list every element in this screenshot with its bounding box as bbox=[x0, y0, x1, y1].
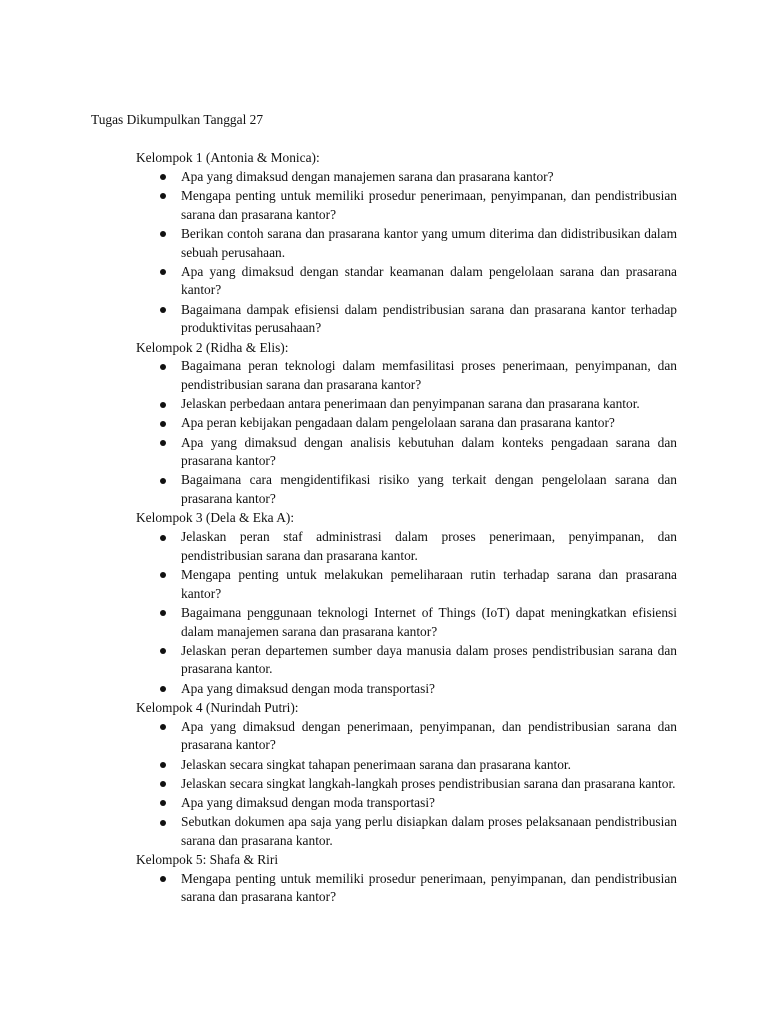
question-item: Apa yang dimaksud dengan penerimaan, penyimpanan, dan pendistribusian sarana dan prasarana kantor? bbox=[136, 718, 677, 755]
question-item: Sebutkan dokumen apa saja yang perlu disiapkan dalam proses pelaksanaan pendistribusian sarana dan prasarana kantor. bbox=[136, 813, 677, 850]
question-list bbox=[136, 718, 677, 851]
group-3 bbox=[136, 509, 677, 698]
question-list bbox=[136, 870, 677, 907]
group-4 bbox=[136, 699, 677, 851]
question-item: Apa yang dimaksud dengan standar keamanan dalam pengelolaan sarana dan prasarana kantor? bbox=[136, 263, 677, 300]
document-title: Tugas Dikumpulkan Tanggal 27 bbox=[91, 112, 264, 127]
question-item: Apa yang dimaksud dengan manajemen sarana dan prasarana kantor? bbox=[136, 168, 677, 187]
question-item: Jelaskan secara singkat langkah-langkah proses pendistribusian sarana dan prasarana kantor. bbox=[136, 775, 677, 794]
question-item: Apa peran kebijakan pengadaan dalam pengelolaan sarana dan prasarana kantor? bbox=[136, 414, 677, 433]
question-item: Bagaimana cara mengidentifikasi risiko yang terkait dengan pengelolaan sarana dan prasarana kantor? bbox=[136, 471, 677, 508]
group-heading: Kelompok 5: Shafa & Riri bbox=[136, 852, 279, 868]
group-heading: Kelompok 1 (Antonia & Monica): bbox=[136, 150, 320, 165]
question-item: Jelaskan peran departemen sumber daya manusia dalam proses pendistribusian sarana dan prasarana kantor. bbox=[136, 642, 677, 679]
question-item: Apa yang dimaksud dengan analisis kebutuhan dalam konteks pengadaan sarana dan prasarana kantor? bbox=[136, 434, 677, 471]
group-1 bbox=[136, 149, 677, 338]
question-item: Bagaimana peran teknologi dalam memfasilitasi proses penerimaan, penyimpanan, dan pendistribusian sarana dan prasarana kantor? bbox=[136, 357, 677, 394]
question-item: Berikan contoh sarana dan prasarana kantor yang umum diterima dan didistribusikan dalam sebuah perusahaan. bbox=[136, 225, 677, 262]
question-item: Apa yang dimaksud dengan moda transportasi? bbox=[136, 680, 677, 699]
group-heading: Kelompok 2 (Ridha & Elis): bbox=[136, 339, 289, 355]
question-item: Jelaskan peran staf administrasi dalam proses penerimaan, penyimpanan, dan pendistribusian sarana dan prasarana kantor. bbox=[136, 528, 677, 565]
question-list bbox=[136, 168, 677, 338]
group-heading: Kelompok 3 (Dela & Eka A): bbox=[136, 510, 295, 526]
question-item: Jelaskan perbedaan antara penerimaan dan penyimpanan sarana dan prasarana kantor. bbox=[136, 395, 677, 414]
question-item: Bagaimana penggunaan teknologi Internet of Things (IoT) dapat meningkatkan efisiensi dalam manajemen sarana dan prasarana kantor? bbox=[136, 604, 677, 641]
question-list bbox=[136, 528, 677, 698]
group-heading: Kelompok 4 (Nurindah Putri): bbox=[136, 699, 299, 715]
question-item: Apa yang dimaksud dengan moda transportasi? bbox=[136, 794, 677, 813]
question-item: Mengapa penting untuk melakukan pemeliharaan rutin terhadap sarana dan prasarana kantor? bbox=[136, 566, 677, 603]
question-item: Jelaskan secara singkat tahapan penerimaan sarana dan prasarana kantor. bbox=[136, 756, 677, 775]
question-item: Mengapa penting untuk memiliki prosedur penerimaan, penyimpanan, dan pendistribusian sarana dan prasarana kantor? bbox=[136, 870, 677, 907]
group-list bbox=[136, 149, 677, 908]
question-list bbox=[136, 357, 677, 509]
group-2 bbox=[136, 339, 677, 509]
question-item: Bagaimana dampak efisiensi dalam pendistribusian sarana dan prasarana kantor terhadap produktivitas perusahaan? bbox=[136, 301, 677, 338]
group-5 bbox=[136, 851, 677, 907]
question-item: Mengapa penting untuk memiliki prosedur penerimaan, penyimpanan, dan pendistribusian sarana dan prasarana kantor? bbox=[136, 187, 677, 224]
